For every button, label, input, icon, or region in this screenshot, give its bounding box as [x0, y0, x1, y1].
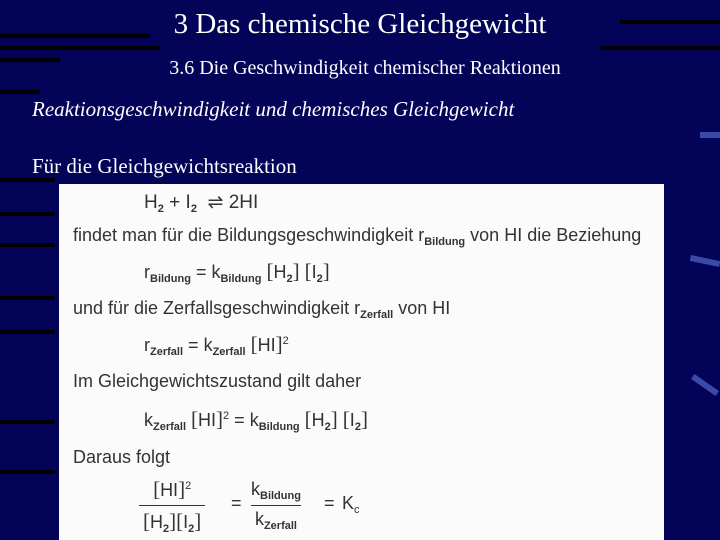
text-line-equilibrium: Im Gleichgewichtszustand gilt daher	[73, 371, 362, 391]
text-line-formation: findet man für die Bildungsgeschwindigkeit $r_{Bildung}$ von HI die Beziehung	[73, 225, 642, 248]
slide-subtitle: 3.6 Die Geschwindigkeit chemischer Reaktionen	[169, 57, 561, 79]
decor-bar	[690, 255, 720, 267]
decor-bar	[691, 374, 719, 396]
decor-bar	[0, 420, 55, 424]
text-line-decay: und für die Zerfallsgeschwindigkeit $r_{Zerfall}$ von HI	[73, 298, 451, 321]
slide-title: 3 Das chemische Gleichgewicht	[173, 8, 547, 40]
reaction-equation: $H_2 + I_2$ ⇌ 2HI	[144, 192, 259, 215]
decor-bar	[0, 212, 55, 216]
decor-bar	[0, 243, 55, 247]
decor-bar	[700, 132, 720, 138]
equilibrium-equation: $k_{Zerfall}$ $[HI]^2 = k_{Bildung}$ $[H_2]$ $[I_2]$	[144, 407, 368, 433]
decor-bar	[600, 46, 720, 50]
intro-text: Für die Gleichgewichtsreaktion	[32, 154, 297, 178]
scanned-formula-panel	[59, 184, 664, 540]
formation-rate-equation: $r_{Bildung} = k_{Bildung}$ $[H_2]$ $[I_2]$	[144, 259, 330, 285]
equilibrium-constant-equation: $\frac{[HI]^2}{[H_2][I_2]}$ = $k_{Bildung}$ $k_{Zerfall}$ = $K_c$	[139, 477, 459, 537]
decor-bar	[0, 46, 160, 50]
section-heading: Reaktionsgeschwindigkeit und chemisches Gleichgewicht	[32, 97, 515, 121]
decor-bar	[0, 330, 55, 334]
decor-bar	[0, 90, 40, 94]
rate-constant-fraction: $k_{Bildung}$ $k_{Zerfall}$	[251, 479, 301, 532]
decor-bar	[0, 470, 55, 474]
decay-rate-equation: $r_{Zerfall} = k_{Zerfall}$ [HI]$^2$	[144, 332, 289, 358]
decor-bar	[0, 296, 55, 300]
concentration-fraction: $\frac{[HI]^2}{[H_2][I_2]}$	[139, 477, 205, 535]
text-line-result: Daraus folgt	[73, 447, 171, 467]
